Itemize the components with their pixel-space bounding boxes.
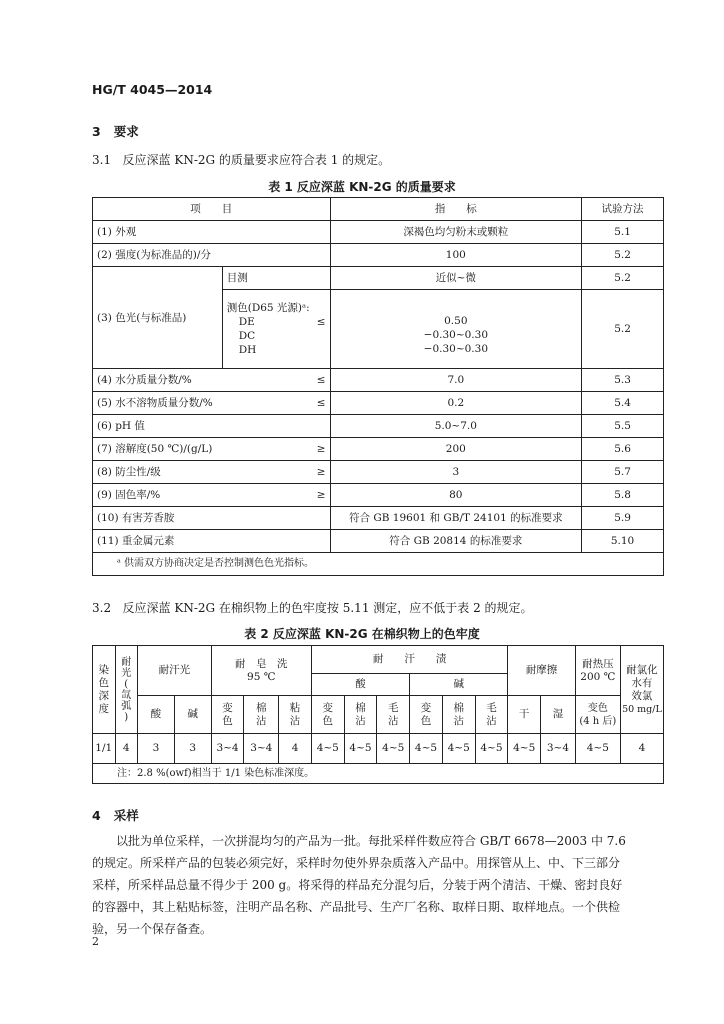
section-4-title: 采样	[113, 808, 139, 823]
row-item: (6) pH 值	[93, 415, 331, 438]
row-method: 5.1	[582, 221, 664, 244]
h-sweat: 耐 汗 渍	[311, 646, 507, 674]
row-method: 5.4	[582, 392, 664, 415]
dc-label: DC	[238, 330, 256, 342]
h-perspiration-light: 耐汗光	[138, 646, 212, 696]
row-item-label: (7) 溶解度(50 ℃)/(g/L)	[97, 443, 213, 455]
section-3-title: 要求	[113, 124, 139, 139]
row-item: (10) 有害芳香胺	[93, 507, 331, 530]
value-cell: 4~5	[575, 734, 620, 764]
section-3-heading	[92, 122, 139, 140]
table-row	[93, 244, 664, 267]
sub-alkali-cotton: 棉 沾	[442, 696, 475, 734]
row-item	[93, 484, 331, 507]
paragraph-line: 验，另一个保存备查。	[92, 922, 213, 936]
de-value: 0.50	[444, 315, 468, 327]
table-row	[93, 530, 664, 553]
instrument-values	[330, 290, 582, 369]
h-soap-temp: 95 ℃	[247, 670, 276, 683]
h-rub: 耐摩擦	[508, 646, 576, 696]
row-item-ge: ≥	[316, 443, 326, 455]
sub-dry: 干	[508, 696, 541, 734]
row-item	[93, 438, 331, 461]
paragraph-line: 的容器中，其上粘贴标签，注明产品名称、产品批号、生产厂名称、取样日期、取样地点。一个供检	[92, 900, 621, 914]
row-method: 5.6	[582, 438, 664, 461]
instrument-label: 测色(D65 光源)ᵃ:	[226, 302, 310, 314]
table-row	[93, 369, 664, 392]
dh-label: DH	[238, 344, 257, 356]
row-method: 5.8	[582, 484, 664, 507]
sub-soap-cotton: 棉 沾	[244, 696, 279, 734]
value-cell: 4	[115, 734, 138, 764]
table-2-header-row-1	[93, 646, 664, 674]
dh-value: −0.30~0.30	[423, 343, 488, 355]
value-cell: 3~4	[541, 734, 576, 764]
instrument-method: 5.2	[582, 290, 664, 369]
table-row	[93, 461, 664, 484]
h-light: 耐 光 ( 氙 弧 )	[115, 646, 138, 734]
paragraph-line: 以批为单位采样，一次拼混均匀的产品为一批。每批采样件数应符合 GB/T 6678—2003 中 7.6	[116, 834, 626, 848]
sub-acid-wool: 毛 沾	[377, 696, 410, 734]
row-item-ge: ≤	[316, 374, 326, 386]
h-depth: 染 色 深 度	[93, 646, 116, 734]
de-le: ≤	[316, 316, 326, 328]
row-value: 3	[330, 461, 582, 484]
quality-requirements-table	[92, 197, 664, 576]
row-item	[93, 369, 331, 392]
row-item: (2) 强度(为标准品的)/分	[93, 244, 331, 267]
value-cell: 4~5	[344, 734, 377, 764]
sub-alkali: 碱	[174, 696, 211, 734]
table-row	[93, 415, 664, 438]
table-row	[93, 221, 664, 244]
sub-acid-change: 变 色	[311, 696, 344, 734]
paragraph-line: 的规定。所采样产品的包装必须完好，采样时勿使外界杂质落入产品中。用探管从上、中、下三部分	[92, 856, 621, 870]
row-item-label: (8) 防尘性/级	[97, 466, 161, 478]
row-method: 5.5	[582, 415, 664, 438]
row-method: 5.7	[582, 461, 664, 484]
row-item: (11) 重金属元素	[93, 530, 331, 553]
value-cell: 3	[138, 734, 175, 764]
table-row	[93, 484, 664, 507]
h-heat-label: 耐热压	[582, 657, 614, 670]
header-method: 试验方法	[582, 198, 664, 221]
row-value: 100	[330, 244, 582, 267]
row-value: 7.0	[330, 369, 582, 392]
row-value: 符合 GB 20814 的标准要求	[330, 530, 582, 553]
page-number: 2	[92, 935, 99, 948]
header-index: 指 标	[330, 198, 582, 221]
row-value: 5.0~7.0	[330, 415, 582, 438]
visual-value: 近似~微	[330, 267, 582, 290]
h-heat	[575, 646, 620, 696]
h-soap-label: 耐 皂 洗	[235, 657, 288, 670]
row-item-ge: ≤	[316, 397, 326, 409]
paragraph-line: 采样，所采样品总量不得少于 200 g。将采得的样品充分混匀后，分装于两个清洁、干燥、密封良好	[92, 878, 623, 892]
h-sweat-acid: 酸	[311, 674, 409, 696]
value-cell: 4~5	[377, 734, 410, 764]
sub-heat-change: 变色 (4 h 后)	[575, 696, 620, 734]
row-value: 80	[330, 484, 582, 507]
value-cell: 4	[620, 734, 663, 764]
sub-alkali-change: 变 色	[410, 696, 443, 734]
value-cell: 1/1	[93, 734, 116, 764]
table-2-header-row-3	[93, 696, 664, 734]
table-2-caption: 表 2 反应深蓝 KN-2G 在棉织物上的色牢度	[244, 627, 480, 641]
table-header-row	[93, 198, 664, 221]
table-footnote-row	[93, 553, 664, 576]
sub-acid: 酸	[138, 696, 175, 734]
h-chlorine: 耐氯化 水有 效氯 50 mg/L	[620, 646, 663, 734]
row-method: 5.10	[582, 530, 664, 553]
table-2-note: 注：2.8 %(owf)相当于 1/1 染色标准深度。	[93, 764, 664, 784]
value-cell: 4~5	[442, 734, 475, 764]
sub-wet: 湿	[541, 696, 576, 734]
visual-label: 目测	[222, 267, 330, 290]
clause-3-1-text: 反应深蓝 KN-2G 的质量要求应符合表 1 的规定。	[122, 153, 391, 167]
shade-visual-row	[93, 267, 664, 290]
table-row	[93, 438, 664, 461]
h-heat-temp: 200 ℃	[580, 670, 616, 683]
row-item-label: (4) 水分质量分数/%	[97, 374, 192, 386]
h-soap	[211, 646, 311, 696]
section-3-number: 3	[92, 124, 101, 139]
value-cell: 4~5	[311, 734, 344, 764]
row-item-ge: ≥	[316, 466, 326, 478]
value-cell: 4~5	[508, 734, 541, 764]
de-label: DE	[238, 316, 255, 328]
table-2-value-row	[93, 734, 664, 764]
sub-soap-change: 变 色	[211, 696, 244, 734]
row-value: 0.2	[330, 392, 582, 415]
h-sweat-alkali: 碱	[410, 674, 508, 696]
header-item: 项 目	[93, 198, 331, 221]
table-1-caption: 表 1 反应深蓝 KN-2G 的质量要求	[268, 180, 456, 194]
row-item-label: (9) 固色率/%	[97, 489, 161, 501]
clause-3-1-number: 3.1	[92, 153, 112, 167]
row-item	[93, 392, 331, 415]
row-value: 200	[330, 438, 582, 461]
visual-method: 5.2	[582, 267, 664, 290]
sub-soap-stain: 粘 沾	[279, 696, 312, 734]
row-item-ge: ≥	[316, 489, 326, 501]
value-cell: 3	[174, 734, 211, 764]
sub-alkali-wool: 毛 沾	[475, 696, 508, 734]
value-cell: 3~4	[244, 734, 279, 764]
row-item	[93, 461, 331, 484]
row-item-label: (5) 水不溶物质量分数/%	[97, 397, 213, 409]
sub-acid-cotton: 棉 沾	[344, 696, 377, 734]
value-cell: 4~5	[475, 734, 508, 764]
dc-value: −0.30~0.30	[423, 329, 488, 341]
fastness-table	[92, 645, 664, 784]
standard-code: HG/T 4045—2014	[92, 82, 213, 97]
clause-3-2-number: 3.2	[92, 601, 112, 615]
shade-item: (3) 色光(与标准品)	[93, 267, 223, 369]
sampling-paragraph	[92, 830, 664, 940]
section-4-heading	[92, 806, 139, 824]
instrument-cell	[222, 290, 330, 369]
row-method: 5.2	[582, 244, 664, 267]
row-value: 深褐色均匀粉末或颗粒	[330, 221, 582, 244]
table-row	[93, 392, 664, 415]
value-cell: 4~5	[410, 734, 443, 764]
row-value: 符合 GB 19601 和 GB/T 24101 的标准要求	[330, 507, 582, 530]
value-cell: 3~4	[211, 734, 244, 764]
section-4-number: 4	[92, 808, 101, 823]
row-item: (1) 外观	[93, 221, 331, 244]
row-method: 5.9	[582, 507, 664, 530]
table-row	[93, 507, 664, 530]
table-1-footnote: ᵃ 供需双方协商决定是否控制测色色光指标。	[93, 553, 664, 576]
value-cell: 4	[279, 734, 312, 764]
clause-3-2	[92, 599, 533, 616]
clause-3-2-text: 反应深蓝 KN-2G 在棉织物上的色牢度按 5.11 测定，应不低于表 2 的规定。	[122, 601, 533, 615]
row-method: 5.3	[582, 369, 664, 392]
table-2-note-row	[93, 764, 664, 784]
clause-3-1	[92, 151, 390, 168]
